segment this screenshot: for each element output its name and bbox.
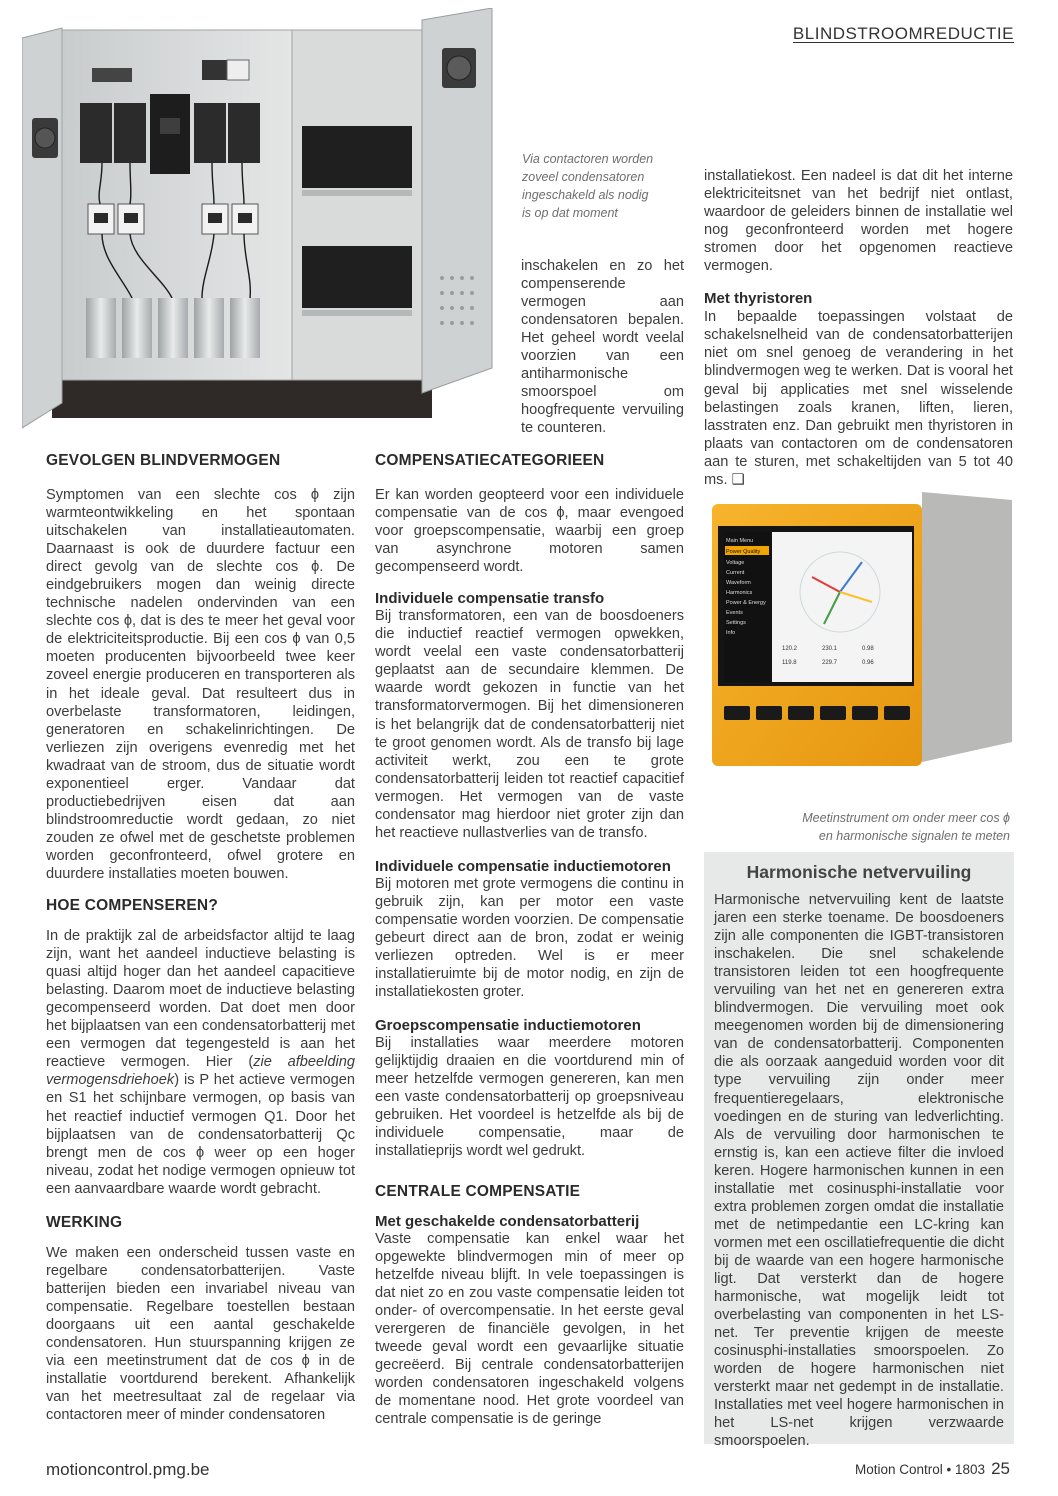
sidebar-title: Harmonische netvervuiling (746, 862, 972, 882)
page-number: 25 (991, 1459, 1010, 1478)
screen-menu-item: Info (726, 630, 736, 636)
section-body (375, 1034, 684, 1160)
paragraph-text: In bepaalde toepassingen volstaat de schakelsnelheid van de condensatorbatterijen niet om snel genoeg de verandering in het blindvermogen weg te werken. Dat is vooral het geval bij applicaties met snel wisselende belastingen zoals kranen, liften, lieren, lasstraten enz. Dan gebruikt men thyristoren in plaats van contactoren om de condensatoren aan te sturen, met schakeltijden van 5 tot 40 ms. (704, 309, 1013, 488)
figure1-caption (522, 150, 692, 222)
caption-line: is op dat moment (522, 206, 618, 220)
figure2-caption (710, 809, 1010, 845)
section-body (375, 607, 684, 842)
subsection-title: Met thyristoren (704, 290, 813, 308)
screen-menu-item: Main Menu (726, 538, 754, 544)
sidebar-text (714, 891, 1004, 1450)
section-body (46, 1244, 355, 1424)
section-body (46, 927, 355, 1198)
caption-line: Meetinstrument om onder meer cos ϕ (802, 811, 1010, 825)
screen-menu-item: Harmonics (726, 590, 753, 596)
paragraph: inschakelen en zo het compenserende vermogen aan condensatoren bepalen. Het geheel wordt veelal voorzien van een antiharmonische smoorspoel om hoogfrequente vervuiling te counteren. (521, 258, 684, 437)
svg-text:0.98: 0.98 (862, 646, 874, 652)
column-1 (46, 452, 355, 1424)
section-title: WERKING (46, 1213, 123, 1231)
paragraph: Harmonische netvervuiling kent de laatste jaren een sterke toename. De boosdoeners zijn alle componenten die IGBT-transistoren inschakelen. Die snel schakelende transistoren leiden tot een hoogfrequente vervuiling van het net en genereren extra blindvermogen. Die vervuiling moet ook meegenomen worden bij de dimensionering van de condensatorbatterij. Componenten die als oorzaak aangeduid worden voor dit type vervuiling zijn onder meer frequentieregelaars, elektronische voedingen en de sturing van ledverlichting. Als de vervuiling door harmonischen te ernstig is, kan een actieve filter die invloed keren. Hogere harmonischen kunnen in een installatie met cosinusphi-installatie voor extra problemen zorgen omdat die installatie met de netimpedantie een LC-kring kan vormen met een oscillatiefrequentie die dicht bij de waarde van een hogere harmonische ligt. Dat versterkt dan de hogere harmonische, wat mogelijk leidt tot overbelasting van componenten in het LS-net. Ter preventie krijgen de meeste cosinusphi-installaties smoorspoelen. Zo worden de hogere harmonischen niet versterkt maar net gedempt in de installatie. Installaties met veel hogere harmonischen in het LS-net krijgen verzwaarde smoorspoelen. (714, 892, 1004, 1450)
paragraph: Bij transformatoren, een van de boosdoeners die inductief reactief vermogen opwekken, wordt veelal een vaste condensatorbatterij geplaatst aan de secundaire klemmen. De waarde wordt gekozen in functie van het transformatorvermogen. Bij het dimensioneren is het belangrijk dat de condensatorbatterij niet te groot genomen wordt. Als de transfo bij lage activiteit werkt, zou een te grote condensatorbatterij leiden tot reactief capacitief vermogen. Het vermogen van de vaste condensator mag hierdoor niet groter zijn dan het reactieve nullastverlies van de transfo. (375, 608, 684, 841)
column-2 (375, 452, 684, 1428)
col2-intro (521, 257, 684, 437)
subsection-title: Met geschakelde condensatorbatterij (375, 1212, 640, 1230)
paragraph: installatiekost. Een nadeel is dat dit het interne elektriciteitsnet van het bedrijf niet ontlast, waardoor de geleiders binnen de installatie wel nog geconfronteerd worden met hogere stromen door het opgenomen reactieve vermogen. (704, 168, 1013, 275)
running-header: BLINDSTROOMREDUCTIE (792, 24, 1014, 43)
end-mark-icon: ❑ (731, 471, 745, 488)
screen-menu-item: Current (726, 570, 745, 576)
paragraph-text: In de praktijk zal de arbeidsfactor altijd te laag zijn, want het aandeel inductieve belasting is quasi altijd hoger dan het aandeel capacitieve belasting. Daarom moet de inductieve belasting gecompenseerd worden. Dat doet men door het bijplaatsen van een condensatorbatterij met een vermogen dat tegengesteld is aan het reactieve vermogen. Hier ( (46, 928, 355, 1071)
footer-folio (855, 1459, 1010, 1479)
screen-menu-item: Voltage (726, 560, 745, 566)
paragraph: Bij motoren met grote vermogens die continu in gebruik zijn, kan per motor een vaste compensatie worden voorzien. De compensatie gebeurt direct aan de bron, zodat er weinig verliezen optreden. Wel is er meer installatieruimte bij de motor nodig, en zijn de installatiekosten groter. (375, 875, 684, 1001)
paragraph: Vaste compensatie kan enkel waar het opgewekte blindvermogen min of meer op hetzelfde niveau blijft. In vele toepassingen is dat niet zo en zou vaste compensatie leiden tot onder- of overcompensatie. In het eerste geval verergeren de financiële gevolgen, in het tweede geval wordt een gevaarlijke situatie gecreëerd. Bij centrale condensatorbatterijen worden condensatoren ingeschakeld volgens de momentane nood. Het grote voordeel van centrale compensatie is de geringe (375, 1230, 684, 1427)
section-body (375, 486, 684, 576)
paragraph-text: ) is P het actieve vermogen en S1 het schijnbare vermogen, op basis van het reactief inductief vermogen Q1. Door het bijplaatsen van de condensatorbatterij Qc brengt men de cos ϕ weer op een hoger niveau, zodat het nodige vermogen opnieuw tot een aanvaardbare waarde wordt gebracht. (46, 1072, 355, 1197)
caption-line: en harmonische signalen te meten (818, 829, 1010, 843)
section-body (375, 1230, 684, 1429)
caption-line: ingeschakeld als nodig (522, 188, 649, 202)
section-title: HOE COMPENSEREN? (46, 897, 218, 915)
screen-menu-item: Events (726, 610, 743, 616)
paragraph: Bij installaties waar meerdere motoren gelijktijdig draaien en die voortdurend min of meer hetzelfde vermogen genereren, kan men een vaste condensatorbatterij op groepsniveau gebruiken. Het voordeel is hetzelfde als bij de individuele compensatie, maar de installatieprijs wordt wel gedrukt. (375, 1035, 684, 1160)
svg-text:0.96: 0.96 (862, 660, 874, 666)
paragraph: Er kan worden geopteerd voor een individuele compensatie van de cos ϕ, maar evengoed voor groepscompensatie, waarbij een groep van asynchrone motoren samen gecompenseerd wordt. (375, 487, 684, 576)
svg-text:120.2: 120.2 (782, 646, 798, 652)
meter-photo (712, 492, 1012, 804)
sidebar-box (704, 852, 1014, 1450)
screen-menu-item: Power & Energy (726, 600, 766, 606)
paragraph: Symptomen van een slechte cos ϕ zijn warmteontwikkeling en het spontaan uitschakelen van installatieautomaten. Daarnaast is ook de duurdere factuur een direct gevolg van de slechte cos ϕ. De eindgebruikers mogen dan weinig directe technische nadelen ondervinden van een slechte cos ϕ, dat is des te meer het geval voor de elektriciteitsproductie. Bij een cos ϕ van 0,5 moeten producenten bijvoorbeeld twee keer zoveel energie produceren en transporteren als in het ideale geval. Dat resulteert dus in overbelaste transformatoren, leidingen, generatoren en schakelinrichtingen. De verliezen zijn overigens evenredig met het kwadraat van de stroom, dus de situatie wordt exponentieel erger. Vandaar dat productiebedrijven eisen dat aan blindstroomreductie wordt gedaan, zo niet zouden ze ofwel met de geschetste problemen worden geconfronteerd, ofwel grotere en duurdere installaties moeten bouwen. (46, 487, 355, 882)
svg-text:230.1: 230.1 (822, 646, 838, 652)
svg-text:119.8: 119.8 (782, 660, 797, 666)
subsection-title: Groepscompensatie inductiemotoren (375, 1017, 641, 1035)
figure-reference: zie afbeelding vermogensdriehoek (46, 1054, 355, 1089)
paragraph (704, 308, 1013, 488)
footer-url[interactable]: motioncontrol.pmg.be (46, 1460, 210, 1479)
col3-top (704, 167, 1013, 489)
svg-text:229.7: 229.7 (822, 660, 838, 666)
screen-menu-item: Waveform (726, 580, 751, 586)
screen-menu-item: Power Quality (726, 549, 761, 555)
paragraph: We maken een onderscheid tussen vaste en regelbare condensatorbatterijen. Vaste batterijen bieden een invariabel niveau van compensatie. Regelbare toestellen bestaan doorgaans uit een aantal geschakelde condensatoren. Hun stuurspanning krijgen ze via een meetinstrument dat de cos ϕ in de installatie voortdurend berekent. Afhankelijk van het meetresultaat zal de regelaar via contactoren meer of minder condensatoren (46, 1244, 355, 1424)
subsection-title: Individuele compensatie inductiemotoren (375, 857, 671, 875)
caption-line: zoveel condensatoren (522, 170, 645, 184)
section-title: COMPENSATIECATEGORIEEN (375, 452, 605, 469)
subsection-title: Individuele compensatie transfo (375, 590, 605, 608)
section-body (46, 486, 355, 883)
section-body (375, 875, 684, 1001)
section-title: CENTRALE COMPENSATIE (375, 1182, 581, 1200)
cabinet-photo (22, 8, 510, 432)
caption-line: Via contactoren worden (522, 152, 654, 166)
section-title: GEVOLGEN BLINDVERMOGEN (46, 452, 281, 469)
magazine-issue: Motion Control • 1803 (855, 1462, 986, 1477)
paragraph (46, 927, 355, 1198)
screen-menu-item: Settings (726, 620, 746, 626)
